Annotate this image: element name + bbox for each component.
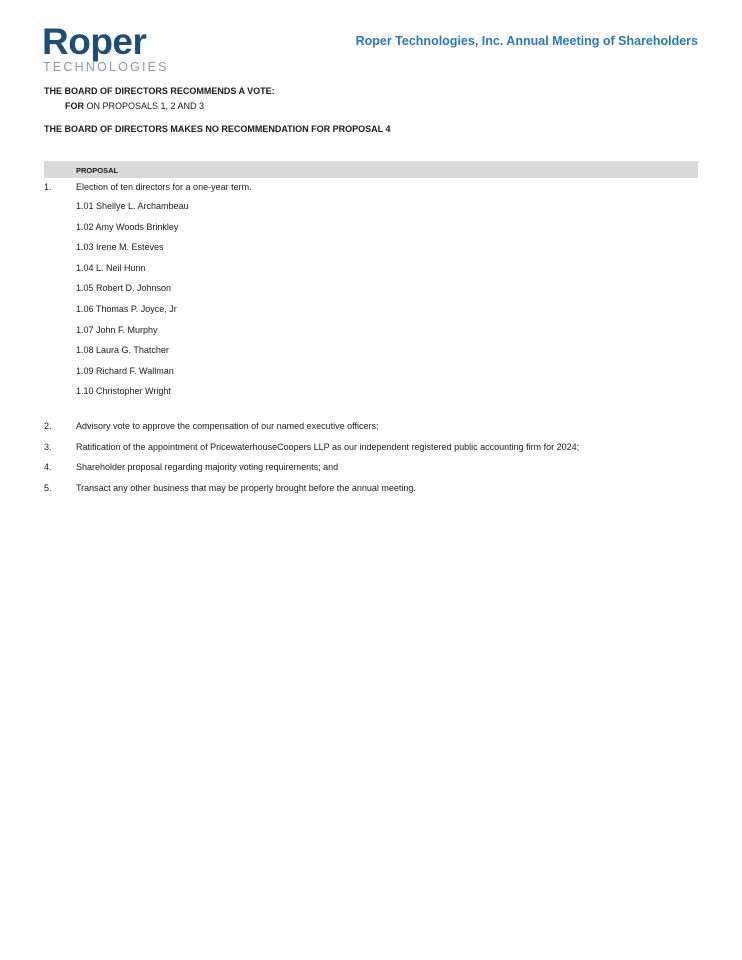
director-item: 1.07 John F. Murphy: [76, 325, 158, 335]
director-item: 1.09 Richard F. Wallman: [76, 366, 174, 376]
proposal-number: 5.: [44, 483, 52, 493]
logo-wordmark: Roper: [42, 21, 147, 62]
board-recommendation-detail: [65, 101, 204, 111]
board-no-recommendation: THE BOARD OF DIRECTORS MAKES NO RECOMMENDATION FOR PROPOSAL 4: [44, 124, 391, 134]
director-item: 1.04 L. Neil Hunn: [76, 263, 146, 273]
vote-for-proposals: ON PROPOSALS 1, 2 AND 3: [84, 101, 205, 111]
director-item: 1.02 Amy Woods Brinkley: [76, 222, 179, 232]
proposal-text: Ratification of the appointment of PricewaterhouseCoopers LLP as our independent registered public accounting firm for 2024;: [76, 442, 580, 452]
director-item: 1.01 Shellye L. Archambeau: [76, 201, 189, 211]
board-recommendation-heading: THE BOARD OF DIRECTORS RECOMMENDS A VOTE:: [44, 86, 275, 96]
proposal-text: Advisory vote to approve the compensation of our named executive officers;: [76, 421, 379, 431]
director-item: 1.03 Irene M. Esteves: [76, 242, 164, 252]
logo-subtitle: TECHNOLOGIES: [43, 60, 169, 74]
proposal-text: Election of ten directors for a one-year term.: [76, 182, 252, 192]
company-logo: [42, 21, 172, 74]
director-item: 1.05 Robert D. Johnson: [76, 283, 172, 293]
director-item: 1.08 Laura G. Thatcher: [76, 345, 169, 355]
page-title: Roper Technologies, Inc. Annual Meeting of Shareholders: [355, 34, 698, 48]
proposal-number: 1.: [44, 182, 52, 192]
proposal-text: Transact any other business that may be properly brought before the annual meeting.: [76, 483, 416, 493]
proposal-number: 3.: [44, 442, 52, 452]
proposal-number: 2.: [44, 421, 52, 431]
director-item: 1.10 Christopher Wright: [76, 386, 171, 396]
proposal-column-label: PROPOSAL: [76, 166, 119, 175]
vote-for-label: FOR: [65, 101, 84, 111]
proposal-table-header: [44, 161, 698, 178]
proposal-text: Shareholder proposal regarding majority voting requirements; and: [76, 462, 339, 472]
proposal-number: 4.: [44, 462, 52, 472]
director-item: 1.06 Thomas P. Joyce, Jr: [76, 304, 177, 314]
